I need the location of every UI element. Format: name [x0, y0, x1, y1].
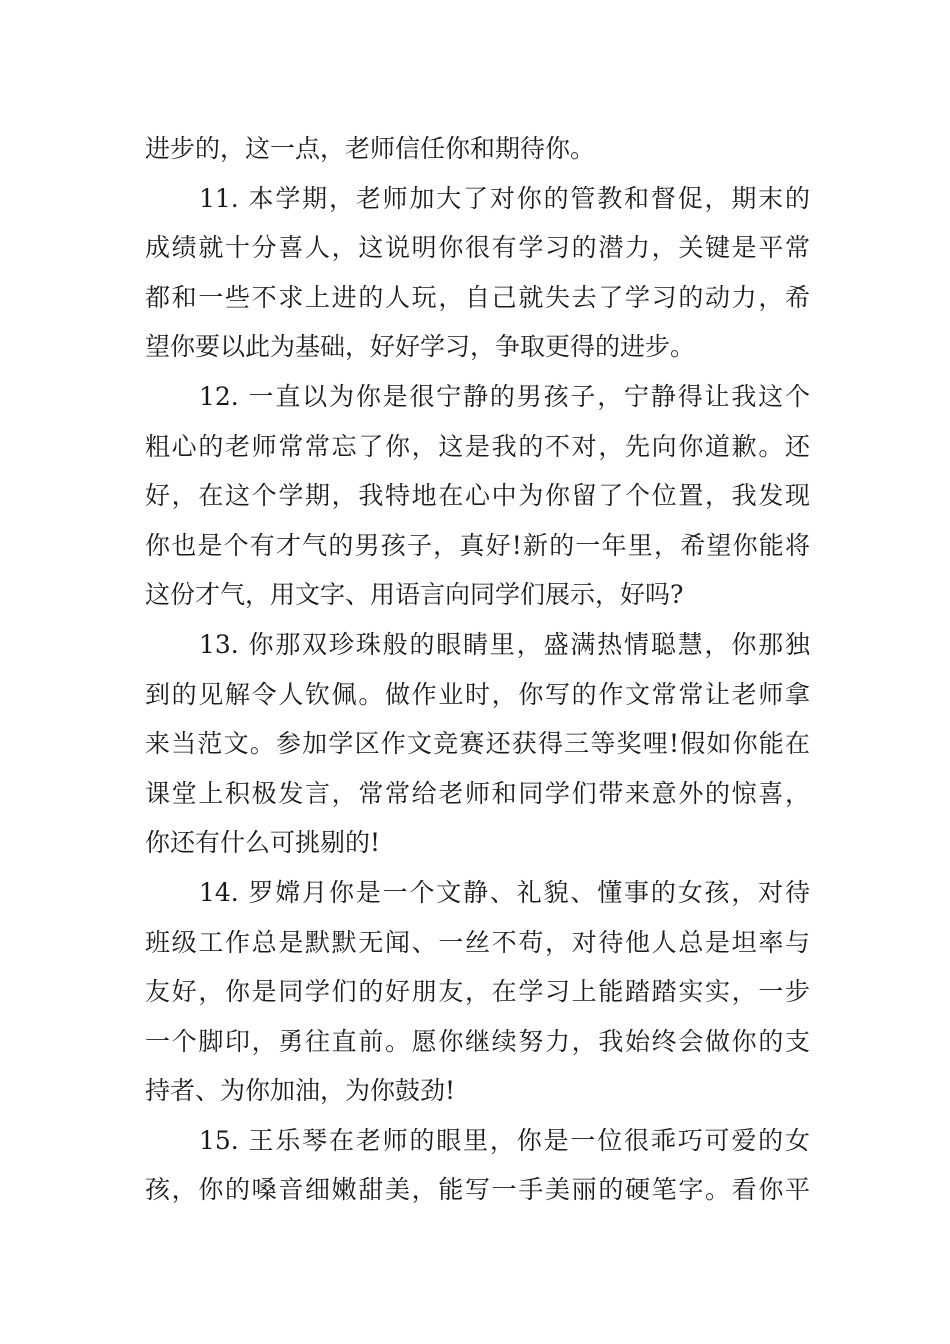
text-line: 班级工作总是默默无闻、一丝不苟，对待他人总是坦率与 — [145, 927, 810, 957]
text-line: 你也是个有才气的男孩子，真好!新的一年里，希望你能将 — [145, 530, 810, 560]
paragraph-15-first-line: 15. 王乐琴在老师的眼里，你是一位很乖巧可爱的女 — [199, 1125, 810, 1155]
paragraph-13-first-line: 13. 你那双珍珠般的眼睛里，盛满热情聪慧，你那独 — [199, 629, 810, 659]
text-line: 一个脚印，勇往直前。愿你继续努力，我始终会做你的支 — [145, 1026, 810, 1056]
text-line: 持者、为你加油，为你鼓劲! — [145, 1076, 456, 1106]
text-line: 课堂上积极发言，常常给老师和同学们带来意外的惊喜， — [145, 778, 810, 808]
paragraph-14-first-line: 14. 罗嫦月你是一个文静、礼貌、懂事的女孩，对待 — [199, 877, 810, 907]
text-line: 进步的，这一点，老师信任你和期待你。 — [145, 134, 596, 163]
paragraph-12-first-line: 12. 一直以为你是很宁静的男孩子，宁静得让我这个 — [199, 381, 810, 411]
text-line: 都和一些不求上进的人玩，自己就失去了学习的动力，希 — [145, 282, 810, 312]
text-line: 好，在这个学期，我特地在心中为你留了个位置，我发现 — [145, 481, 810, 511]
text-line: 粗心的老师常常忘了你，这是我的不对，先向你道歉。还 — [145, 431, 810, 461]
text-line: 成绩就十分喜人，这说明你很有学习的潜力，关键是平常 — [145, 233, 810, 263]
text-line: 这份才气，用文字、用语言向同学们展示，好吗? — [145, 580, 684, 610]
text-line: 友好，你是同学们的好朋友，在学习上能踏踏实实，一步 — [145, 977, 810, 1007]
paragraph-11-first-line: 11. 本学期，老师加大了对你的管教和督促，期末的 — [199, 183, 810, 213]
text-line: 你还有什么可挑剔的! — [145, 828, 381, 858]
text-line: 望你要以此为基础，好好学习，争取更得的进步。 — [145, 332, 696, 362]
text-line: 来当范文。参加学区作文竞赛还获得三等奖哩!假如你能在 — [145, 729, 810, 759]
document-body — [145, 124, 810, 1215]
text-line: 孩，你的嗓音细嫩甜美，能写一手美丽的硬笔字。看你平 — [145, 1175, 810, 1205]
text-line: 到的见解令人钦佩。做作业时，你写的作文常常让老师拿 — [145, 679, 810, 709]
